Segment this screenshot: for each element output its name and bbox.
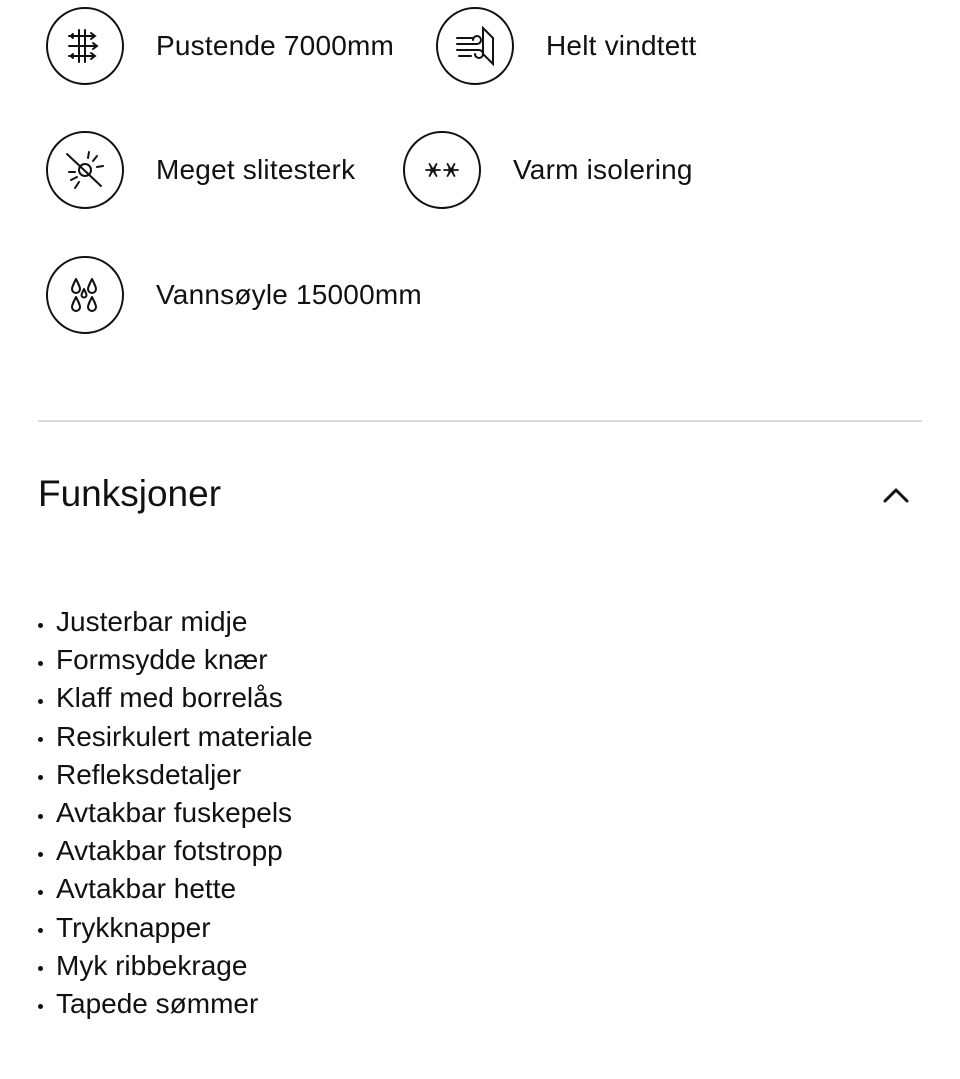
bullet-icon [38,814,43,819]
feature-breathable [46,6,394,86]
insulation-icon [403,131,481,209]
functions-list [38,603,313,1023]
list-item [38,794,313,832]
feature-label: Meget slitesterk [156,154,356,185]
section-title: Funksjoner [38,473,222,514]
list-item [38,641,313,679]
list-item-label: Tapede sømmer [56,987,259,1019]
bullet-icon [38,661,43,666]
functions-section-header[interactable] [38,466,922,526]
feature-water-column [46,255,422,335]
feature-label: Varm isolering [513,154,693,185]
list-item [38,985,313,1023]
windproof-icon [436,7,514,85]
water-column-icon [46,256,124,334]
list-item-label: Myk ribbekrage [56,949,248,981]
feature-label: Helt vindtett [546,30,697,61]
list-item [38,679,313,717]
list-item-label: Avtakbar fuskepels [56,796,293,828]
collapse-toggle-button[interactable] [876,476,916,516]
list-item-label: Avtakbar hette [56,873,237,905]
feature-insulation [403,130,693,210]
list-item-label: Resirkulert materiale [56,720,313,752]
feature-label: Pustende 7000mm [156,30,395,61]
feature-label: Vannsøyle 15000mm [156,279,422,310]
list-item-label: Avtakbar fotstropp [56,835,283,867]
feature-icons-grid [0,0,960,380]
bullet-icon [38,1004,43,1009]
list-item-label: Refleksdetaljer [56,758,242,790]
list-item [38,718,313,756]
list-item-label: Justerbar midje [56,606,248,637]
bullet-icon [38,737,43,742]
durable-icon [46,131,124,209]
breathable-icon [46,7,124,85]
list-item-label: Klaff med borrelås [56,682,283,714]
bullet-icon [38,623,43,628]
list-item-label: Trykknapper [56,911,211,943]
bullet-icon [38,775,43,780]
feature-durable [46,130,355,210]
bullet-icon [38,928,43,933]
bullet-icon [38,699,43,704]
list-item [38,832,313,870]
list-item-label: Formsydde knær [56,644,268,676]
list-item [38,947,313,985]
list-item [38,909,313,947]
chevron-up-icon [881,481,911,511]
list-item [38,603,313,641]
bullet-icon [38,852,43,857]
bullet-icon [38,966,43,971]
feature-windproof [436,6,696,86]
section-divider [38,420,922,422]
bullet-icon [38,890,43,895]
list-item [38,756,313,794]
list-item [38,870,313,908]
